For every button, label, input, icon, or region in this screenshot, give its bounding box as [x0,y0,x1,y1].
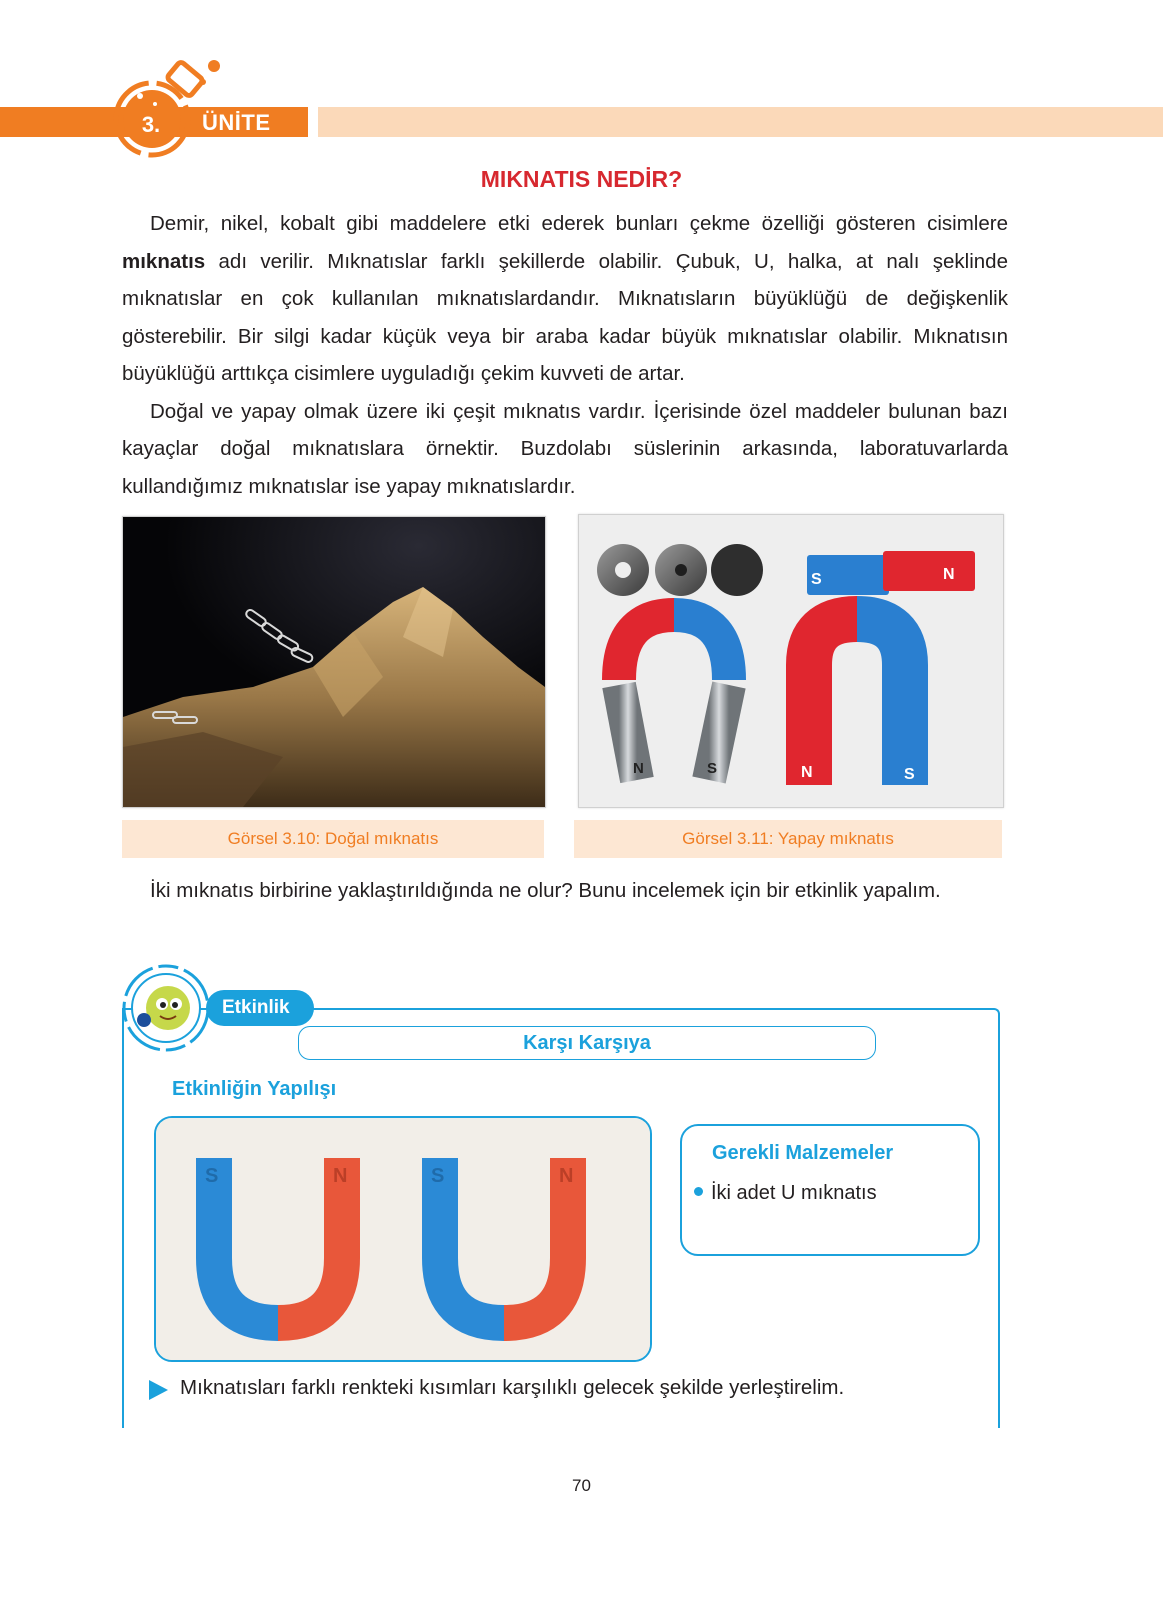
play-arrow-icon [146,1378,172,1402]
paragraph-2: Doğal ve yapay olmak üzere iki çeşit mıknatıs vardır. İçerisinde özel maddeler bulunan bazı kayaçlar doğal mıknatıslara örnektir. Buzdolabı süslerinin arkasında, laboratuvarlarda kullandığımız mıknatıslar ise yapay mıknatıslardır. [122,399,1008,498]
paragraph-1-rest: adı verilir. Mıknatıslar farklı şekillerde olabilir. Çubuk, U, halka, at nalı şeklinde mıknatıslar en çok kullanılan mıknatıslardandır. Mıknatısların büyüklüğü de değişkenlik gösterebilir. Bir silgi kadar küçük veya bir araba kadar büyük mıknatıslar olabilir. Mıknatısın büyüklüğü arttıkça cisimlere uyguladığı çekim kuvveti de artar. [122,249,1008,385]
two-u-magnets-illustration [156,1118,650,1360]
u-label-n: N [801,764,813,781]
section-title: MIKNATIS NEDİR? [480,166,683,192]
activity-subheading: Etkinliğin Yapılışı [172,1078,337,1100]
paragraph-3: İki mıknatıs birbirine yaklaştırıldığında ne olur? Bunu incelemek için bir etkinlik yapalım. [150,879,941,902]
right-magnet-label-s: S [431,1165,445,1187]
page-number: 70 [572,1476,591,1495]
activity-tab: Etkinlik [206,990,314,1026]
natural-magnet-photo [122,516,546,808]
materials-box [680,1124,980,1256]
rock-illustration [123,517,545,807]
intro-text [122,205,1008,505]
mascot-icon [120,962,212,1054]
activity-title: Karşı Karşıya [298,1026,876,1060]
unit-header-band-light [318,107,1163,137]
bar-magnet [807,551,975,595]
activity-step-1: Mıknatısları farklı renkteki kısımları karşılıklı gelecek şekilde yerleştirelim. [180,1376,845,1399]
bar-label-n: N [943,566,955,583]
u-magnet [801,619,915,785]
bar-label-s: S [811,571,822,588]
horseshoe-label-n: N [633,760,644,777]
left-magnet-label-n: N [333,1165,348,1187]
term-miknatis: mıknatıs [122,249,206,273]
artificial-magnets-illustration [579,515,1003,807]
paragraph-1 [122,205,1008,393]
caption-artificial-magnet: Görsel 3.11: Yapay mıknatıs [574,820,1002,858]
caption-natural-magnet: Görsel 3.10: Doğal mıknatıs [122,820,544,858]
horseshoe-magnet [619,615,729,780]
question-text [122,872,1008,910]
u-label-s: S [904,766,915,783]
materials-item-text: İki adet U mıknatıs [711,1182,877,1204]
unit-label: ÜNİTE [202,110,271,135]
u-magnets-photo [154,1116,652,1362]
horseshoe-label-s: S [707,760,718,777]
materials-item [694,1182,877,1205]
artificial-magnet-photo [578,514,1004,808]
unit-number: 3. [141,112,161,137]
bullet-icon [694,1187,703,1196]
left-magnet-label-s: S [205,1165,219,1187]
paragraph-1-start: Demir, nikel, kobalt gibi maddelere etki ederek bunları çekme özelliği gösteren cisimlere [150,212,1008,235]
right-magnet-label-n: N [559,1165,574,1187]
materials-title: Gerekli Malzemeler [712,1142,894,1164]
ring-magnets [597,544,763,596]
